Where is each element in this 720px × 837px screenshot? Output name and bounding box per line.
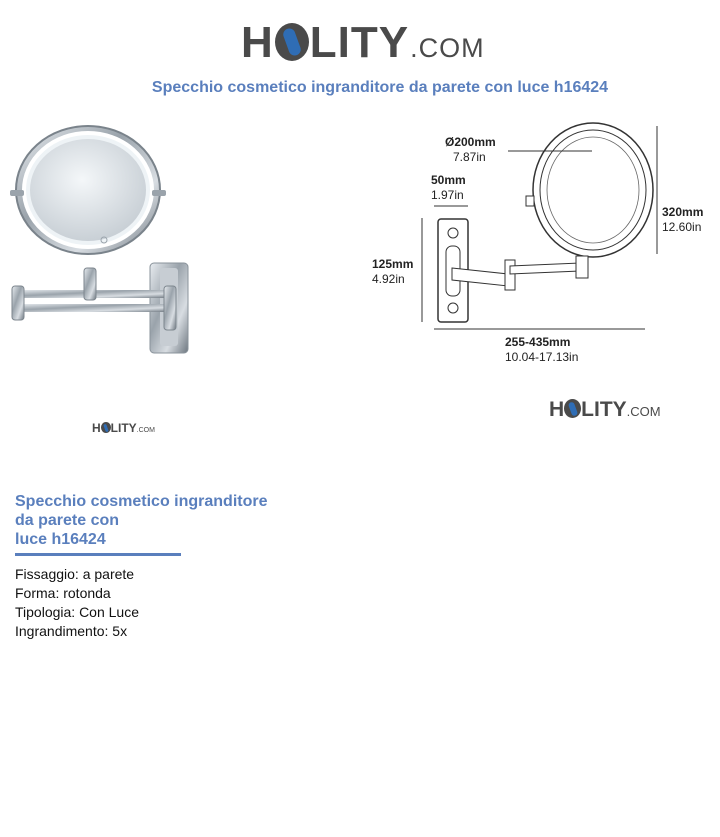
brand-logo[interactable] bbox=[241, 18, 485, 68]
brand-suffix: .COM bbox=[136, 427, 155, 434]
brand-logo-small bbox=[92, 421, 155, 435]
logo-o-icon bbox=[101, 422, 111, 433]
extension-mm: 255-435mm bbox=[505, 335, 571, 349]
brand-name-part1: H bbox=[92, 421, 101, 435]
diameter-mm: Ø200mm bbox=[445, 135, 496, 149]
dimension-diagram bbox=[360, 118, 720, 368]
brand-suffix: .COM bbox=[410, 33, 485, 63]
extension-in: 10.04-17.13in bbox=[505, 350, 579, 364]
product-title-line: luce h16424 bbox=[15, 531, 106, 548]
plate-in: 4.92in bbox=[372, 272, 405, 286]
brand-name-part1: H bbox=[241, 18, 274, 67]
spec-list bbox=[15, 565, 139, 641]
depth-in: 1.97in bbox=[431, 188, 464, 202]
logo-o-icon bbox=[564, 399, 581, 418]
spec-item: Ingrandimento: 5x bbox=[15, 623, 128, 639]
page-title: Specchio cosmetico ingranditore da parete con luce h16424 bbox=[151, 79, 609, 96]
product-title bbox=[15, 492, 285, 549]
plate-mm: 125mm bbox=[372, 257, 414, 271]
brand-name-part2: LITY bbox=[110, 421, 137, 435]
product-title-line: da parete con bbox=[15, 512, 120, 529]
title-divider bbox=[15, 553, 181, 556]
depth-mm: 50mm bbox=[431, 173, 466, 187]
brand-name-part1: H bbox=[549, 398, 565, 421]
height-mm: 320mm bbox=[662, 205, 704, 219]
brand-suffix: .COM bbox=[626, 404, 661, 419]
spec-item: Fissaggio: a parete bbox=[15, 566, 135, 582]
product-photo bbox=[0, 118, 200, 368]
diameter-in: 7.87in bbox=[453, 150, 486, 164]
brand-logo-diagram bbox=[549, 397, 661, 422]
logo-o-icon bbox=[275, 23, 309, 61]
spec-item: Forma: rotonda bbox=[15, 585, 111, 601]
spec-item: Tipologia: Con Luce bbox=[15, 604, 140, 620]
product-title-line: Specchio cosmetico ingranditore bbox=[15, 493, 268, 510]
brand-name-part2: LITY bbox=[581, 398, 627, 421]
brand-name-part2: LITY bbox=[309, 18, 410, 67]
height-in: 12.60in bbox=[662, 220, 702, 234]
